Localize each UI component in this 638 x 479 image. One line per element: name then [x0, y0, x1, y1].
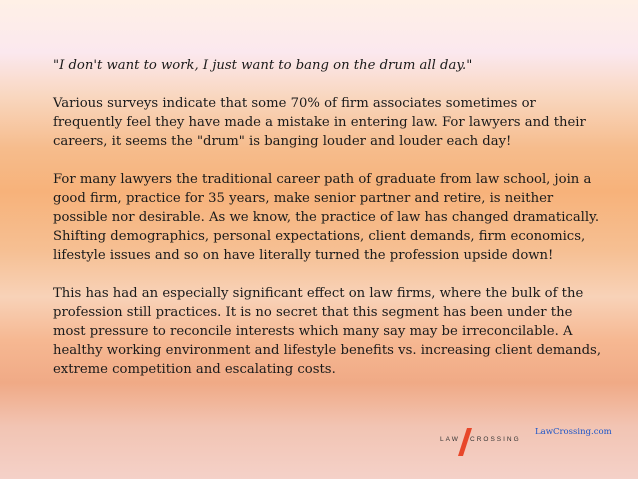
- lawcrossing-link[interactable]: LawCrossing.com: [535, 427, 612, 437]
- logo-word-crossing: CROSSING: [470, 436, 521, 443]
- logo-word-law: LAW: [440, 436, 460, 443]
- paragraph-law-firms: This has had an especially significant effect on law firms, where the bulk of the profession still practices. It is no secret that this segment has been under the most pressure to reconcile interests which many say may be irreconcilable. A healthy working environment and lifestyle benefits vs. increasing client demands, extreme competition and escalating costs.: [53, 286, 602, 377]
- lawcrossing-logo: [440, 428, 520, 458]
- paragraph-career-path: For many lawyers the traditional career path of graduate from law school, join a good firm, practice for 35 years, make senior partner and retire, is neither possible nor desirable. As we know, the practice of law has changed dramatically. Shifting demographics, personal expectations, client demands, firm economics, lifestyle issues and so on have literally turned the profession upside down!: [53, 172, 600, 263]
- slide-body: [53, 56, 601, 398]
- slide-footer: [0, 420, 638, 460]
- opening-quote: "I don't want to work, I just want to bang on the drum all day.": [53, 58, 473, 73]
- paragraph-surveys: Various surveys indicate that some 70% of firm associates sometimes or frequently feel they have made a mistake in entering law. For lawyers and their careers, it seems the "drum" is banging louder and louder each day!: [53, 96, 586, 149]
